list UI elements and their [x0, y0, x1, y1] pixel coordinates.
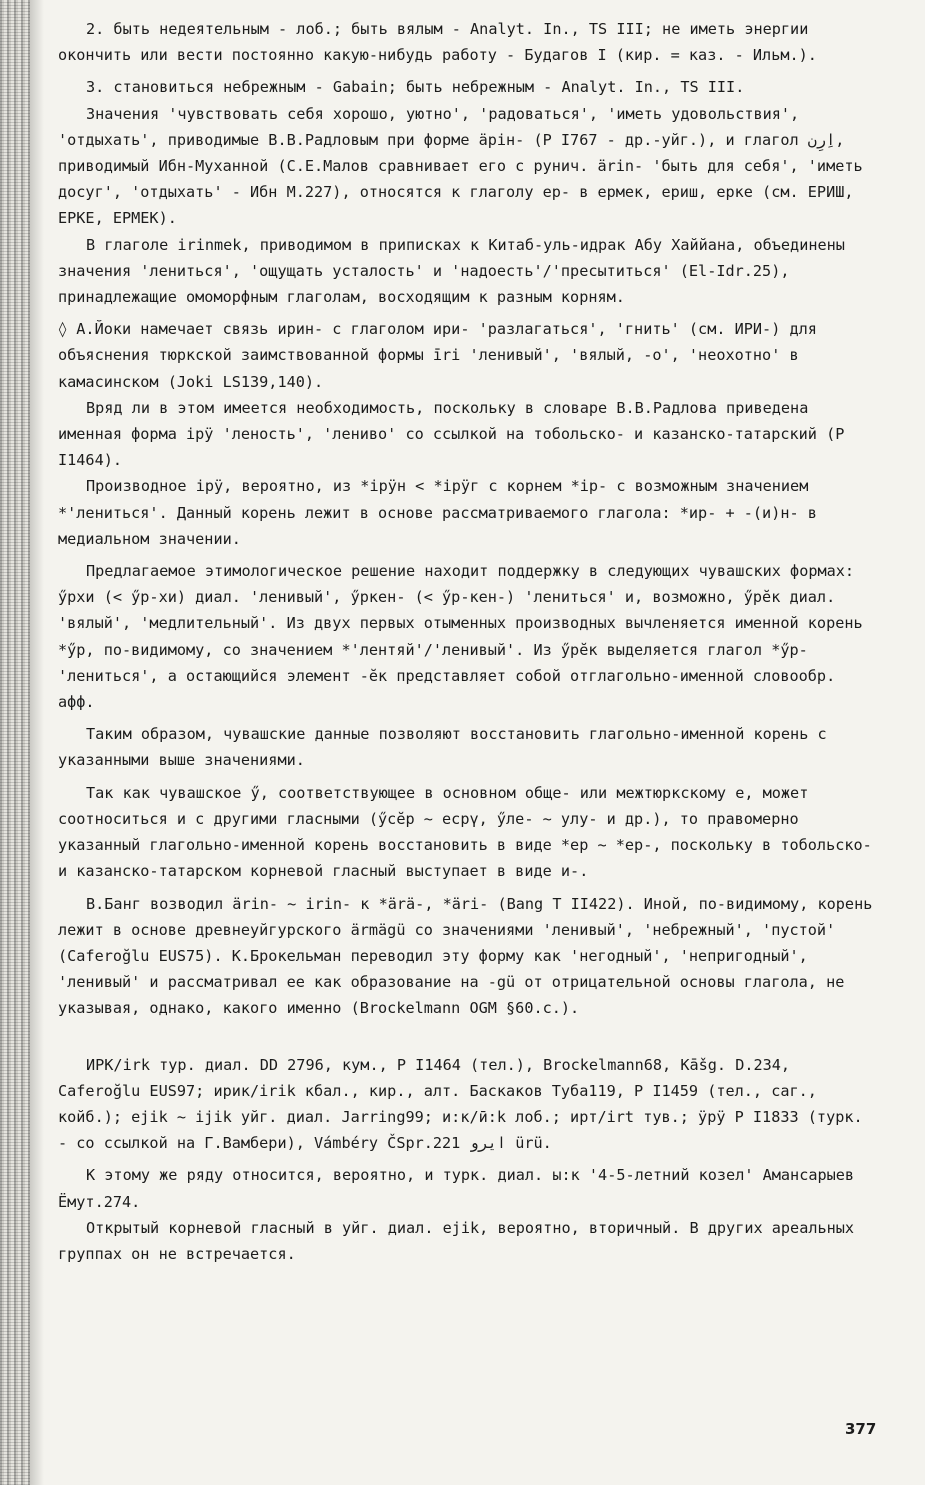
paragraph-8: Предлагаемое этимологическое решение находит поддержку в следующих чувашских формах: ӳрхи (< ӳр-хи) диал. 'ленивый', ӳркен- (< ӳр-кен-) 'лениться' и, возможно, ӳрĕк диал. 'вялый', 'медлительный'. Из двух первых отыменных производных вычленяется именной корень *ӳр, по-видимому, со значением *'лентяй'/'ленивый'. Из ӳрĕк выделяется глагол *ӳр- 'лениться', а остающийся элемент -ĕк представляет собой отглагольно-именной словообр. афф.	[58, 562, 863, 712]
page-body	[58, 16, 876, 1267]
paragraph-5: ◊ А.Йоки намечает связь ирин- с глаголом ири- 'разлагаться', 'гнить' (см. ИРИ-) для объяснения тюркской заимствованной формы īri 'ленивый', 'вялый, -о', 'неохотно' в камасинском (Joki LS139,140).	[58, 320, 817, 391]
paragraph-6: Вряд ли в этом имеется необходимость, поскольку в словаре В.В.Радлова приведена именная форма ірӱ 'леность', 'лениво' со ссылкой на тобольско- и казанско-татарский (Р I1464).	[58, 398, 845, 470]
scan-edge	[0, 0, 30, 1485]
paragraph-14: Открытый корневой гласный в уйг. диал. ejik, вероятно, вторичный. В других ареальных группах он не встречается.	[58, 1218, 855, 1263]
page-number: 377	[845, 1420, 877, 1438]
paragraph-9: Таким образом, чувашские данные позволяют восстановить глагольно-именной корень с указанными выше значениями.	[58, 725, 827, 770]
paragraph-10: Так как чувашское ӳ, соответствующее в основном обще- или межтюркскому е, может соотноситься и с другими гласными (ӳсĕр ~ есрү, ӳле- ~ улу- и др.), то правомерно указанный глагольно-именной корень восстановить в виде *ер ~ *ер-, поскольку в тобольско- и казанско-татарском корневой гласный выступает в виде и-.	[58, 783, 872, 881]
paragraph-12: ИРК/irk тур. диал. DD 2796, кум., Р I1464 (тел.), Brockelmann68, Kāšg. D.234, Caferoğlu EUS97; ирик/irik кбал., кир., алт. Баскаков Туба119, Р I1459 (тел., саг., койб.); ejik ~ ijik уйг. диал. Jarring99; и:к/ӣ:k лоб.; ирт/irt тув.; ӱрӱ Р I1833 (турк. - со ссылкой на Г.Вамбери), Vámbéry ČSpr.221 ايرو ürü.	[58, 1055, 863, 1153]
paragraph-11: В.Банг возводил ӓrin- ~ irin- к *ӓrӓ-, *ӓri- (Bang T II422). Иной, по-видимому, корень лежит в основе древнеуйгурского ӓrmӓgü со значениями 'ленивый', 'небрежный', 'пустой' (Caferoğlu EUS75). К.Брокельман переводил эту форму как 'негодный', 'непригодный', 'ленивый' и рассматривал ее как образование на -gü от отрицательной основы глагола, не указывая, однако, какого именно (Brockelmann OGM §60.c.).	[58, 894, 873, 1018]
paragraph-7: Производное ірӱ, вероятно, из *ірӱн < *ірӱг с корнем *ір- с возможным значением *'лениться'. Данный корень лежит в основе рассматриваемого глагола: *ир- + -(и)н- в медиальном значении.	[58, 477, 817, 548]
paragraph-3: Значения 'чувствовать себя хорошо, уютно', 'радоваться', 'иметь удовольствия', 'отдыхать', приводимые В.В.Радловым при форме ӓрін- (Р I767 - др.-уйг.), и глагол اِرِن, приводимый Ибн-Муханной (С.Е.Малов сравнивает его с рунич. ӓrin- 'быть для себя', 'иметь досуг', 'отдыхать' - Ибн М.227), относятся к глаголу ер- в ермек, ериш, ерке (см. ЕРИШ, ЕРКЕ, ЕРМЕК).	[58, 104, 863, 228]
paragraph-1: 2. быть недеятельным - лоб.; быть вялым - Analyt. In., TS III; не иметь энергии окончить или вести постоянно какую-нибудь работу - Будагов I (кир. = каз. - Ильм.).	[58, 20, 817, 65]
paragraph-13: К этому же ряду относится, вероятно, и турк. диал. ы:к '4-5-летний козел' Амансарыев Ёмут.274.	[58, 1166, 855, 1211]
paragraph-2: 3. становиться небрежным - Gabain; быть небрежным - Analyt. In., TS III.	[86, 78, 745, 97]
paragraph-4: В глаголе irinmek, приводимом в приписках к Китаб-уль-идрак Абу Хаййана, объединены значения 'лениться', 'ощущать усталость' и 'надоесть'/'пресытиться' (El-Idr.25), принадлежащие омоморфным глаголам, восходящим к разным корням.	[58, 235, 845, 307]
scan-edge-shadow	[30, 0, 44, 1485]
